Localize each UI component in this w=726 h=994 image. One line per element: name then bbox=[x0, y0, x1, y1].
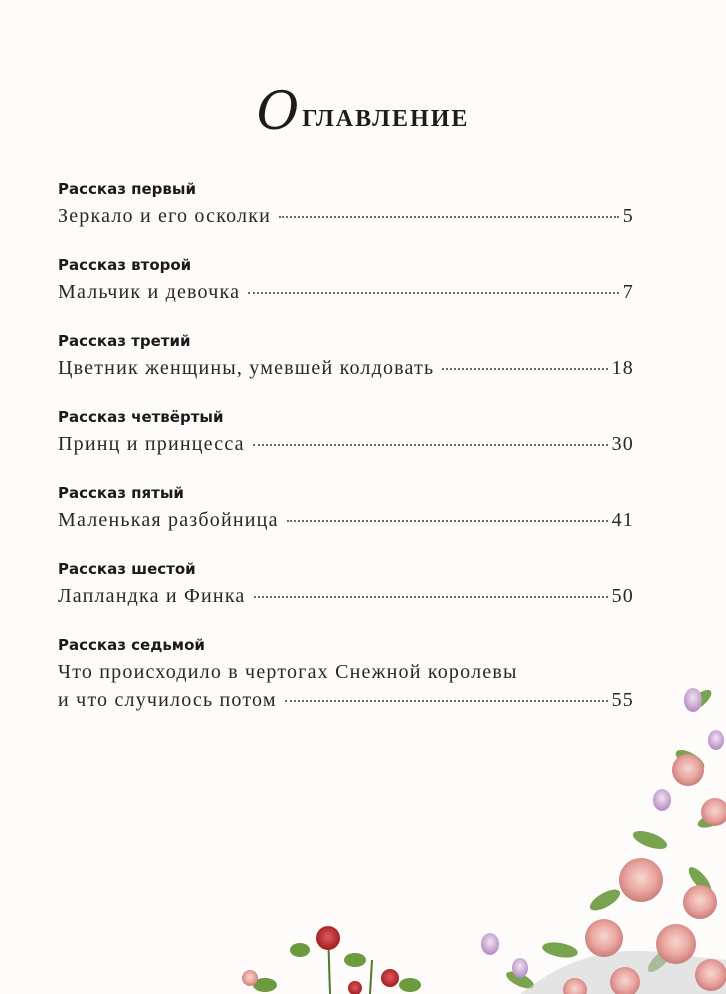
page-title bbox=[0, 82, 726, 142]
toc-entry-link[interactable] bbox=[58, 582, 634, 610]
section-heading: Рассказ третий bbox=[58, 332, 191, 350]
toc-entry-link[interactable] bbox=[58, 430, 634, 458]
title-initial-letter: О bbox=[256, 82, 302, 142]
toc-section-7 bbox=[58, 632, 634, 711]
story-title: Принц и принцесса bbox=[58, 433, 245, 455]
section-heading: Рассказ четвёртый bbox=[58, 408, 224, 426]
section-heading: Рассказ шестой bbox=[58, 560, 196, 578]
pink-roses-right bbox=[563, 754, 726, 994]
toc-entry-link[interactable] bbox=[58, 202, 634, 230]
toc-section-1 bbox=[58, 176, 634, 252]
toc-entry-link-line-1[interactable] bbox=[58, 658, 634, 686]
page-number: 18 bbox=[611, 357, 634, 379]
toc-section-3 bbox=[58, 328, 634, 404]
story-title-line-1: Что происходило в чертогах Снежной королевы bbox=[58, 661, 518, 683]
toc-entry-link[interactable] bbox=[58, 686, 634, 714]
page-number: 41 bbox=[611, 509, 634, 531]
red-roses-bottom bbox=[242, 926, 421, 994]
title-rest: главление bbox=[302, 97, 470, 134]
toc-entry-link[interactable] bbox=[58, 354, 634, 382]
dot-leader bbox=[287, 520, 608, 522]
page-number: 5 bbox=[622, 205, 634, 227]
story-title: Лапландка и Финка bbox=[58, 585, 246, 607]
story-title: Зеркало и его осколки bbox=[58, 205, 272, 227]
dot-leader bbox=[279, 216, 619, 218]
dot-leader bbox=[254, 596, 608, 598]
story-title: Маленькая разбойница bbox=[58, 509, 279, 531]
table-of-contents bbox=[58, 176, 634, 711]
page-number: 55 bbox=[611, 689, 634, 711]
toc-section-6 bbox=[58, 556, 634, 632]
dot-leader bbox=[248, 292, 619, 294]
section-heading: Рассказ седьмой bbox=[58, 636, 205, 654]
sweet-pea-flowers bbox=[481, 688, 724, 978]
page-number: 7 bbox=[622, 281, 634, 303]
dot-leader bbox=[285, 700, 608, 702]
section-heading: Рассказ первый bbox=[58, 180, 196, 198]
dot-leader bbox=[253, 444, 608, 446]
toc-section-4 bbox=[58, 404, 634, 480]
story-title: Мальчик и девочка bbox=[58, 281, 241, 303]
toc-section-2 bbox=[58, 252, 634, 328]
story-title: Цветник женщины, умевшей колдовать bbox=[58, 357, 435, 379]
toc-entry-link[interactable] bbox=[58, 506, 634, 534]
leaf-cluster-right bbox=[504, 686, 726, 991]
toc-section-5 bbox=[58, 480, 634, 556]
section-heading: Рассказ пятый bbox=[58, 484, 184, 502]
page-number: 30 bbox=[611, 433, 634, 455]
toc-entry-link[interactable] bbox=[58, 278, 634, 306]
story-title-line-2: и что случилось потом bbox=[58, 689, 277, 711]
page-number: 50 bbox=[611, 585, 634, 607]
dot-leader bbox=[442, 368, 607, 370]
section-heading: Рассказ второй bbox=[58, 256, 192, 274]
